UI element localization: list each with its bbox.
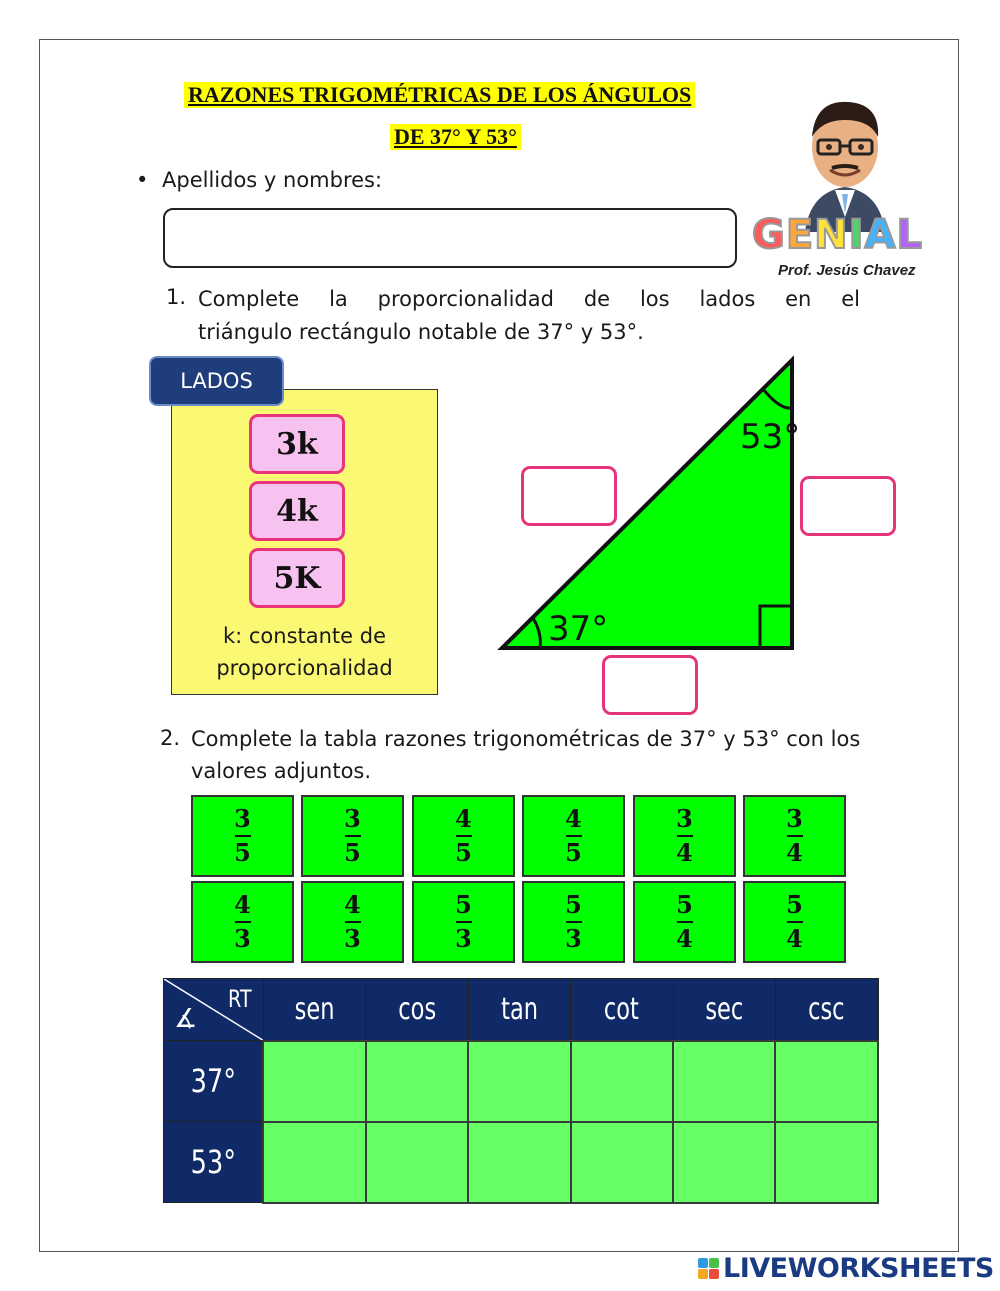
angle-label-53: 53° [740, 417, 801, 457]
column-header-sec: sec [673, 979, 775, 1041]
angle-icon: ∡ [174, 1004, 198, 1034]
answer-cell[interactable] [775, 1122, 878, 1203]
liveworksheets-logo[interactable] [698, 1253, 994, 1284]
logo-letter: N [814, 212, 849, 258]
answer-cell[interactable] [263, 1041, 366, 1122]
column-header-cos: cos [366, 979, 468, 1041]
fraction-tile[interactable]: 3 4 [633, 795, 736, 877]
angle-label-37: 37° [548, 609, 609, 649]
answer-cell[interactable] [571, 1122, 673, 1203]
answer-cell[interactable] [468, 1122, 570, 1203]
name-label: • Apellidos y nombres: [140, 168, 382, 192]
table-row [164, 1122, 879, 1203]
fraction-tile[interactable]: 5 4 [743, 881, 846, 963]
fraction-tile[interactable]: 4 3 [191, 881, 294, 963]
fraction-tile[interactable]: 4 5 [522, 795, 625, 877]
answer-cell[interactable] [263, 1122, 366, 1203]
column-header-csc: csc [775, 979, 878, 1041]
side-chip-5k[interactable]: 5K [249, 548, 345, 608]
name-input[interactable] [163, 208, 737, 268]
fraction-tile[interactable]: 4 3 [301, 881, 404, 963]
logo-letter: E [785, 212, 815, 258]
rt-label: RT [227, 985, 252, 1013]
worksheet-subtitle: DE 37° Y 53° [390, 124, 521, 150]
mark-square [698, 1258, 708, 1268]
question-1-text-line1: Complete la proporcionalidad de los lados en el [198, 287, 860, 311]
answer-cell[interactable] [673, 1041, 775, 1122]
fraction-tile[interactable]: 3 4 [743, 795, 846, 877]
bottom-side-answer-box[interactable] [602, 655, 698, 715]
column-header-sen: sen [263, 979, 366, 1041]
side-chip-4k[interactable]: 4k [249, 481, 345, 541]
sides-tab: LADOS [149, 356, 284, 406]
mark-square [698, 1269, 708, 1279]
author-name: Prof. Jesús Chavez [778, 262, 916, 279]
fraction-tile[interactable]: 4 5 [412, 795, 515, 877]
question-2-number: 2. [160, 726, 181, 750]
liveworksheets-wordmark: LIVEWORKSHEETS [723, 1253, 994, 1284]
fraction-tile[interactable]: 5 3 [522, 881, 625, 963]
row-header-53: 53° [164, 1122, 264, 1203]
question-1-text-line2: triángulo rectángulo notable de 37° y 53°. [198, 320, 644, 344]
answer-cell[interactable] [366, 1041, 468, 1122]
row-header-37: 37° [164, 1041, 264, 1122]
fraction-tile[interactable]: 5 3 [412, 881, 515, 963]
column-header-cot: cot [571, 979, 673, 1041]
constant-note: k: constante de proporcionalidad [216, 624, 393, 680]
table-row [164, 1041, 879, 1122]
logo-letter: L [896, 212, 924, 258]
question-2-text: Complete la tabla razones trigonométricas de 37° y 53° con los valores adjuntos. [191, 727, 861, 783]
answer-cell[interactable] [571, 1041, 673, 1122]
trig-ratios-table [163, 978, 879, 1204]
column-header-tan: tan [468, 979, 570, 1041]
answer-cell[interactable] [468, 1041, 570, 1122]
mark-square [709, 1269, 719, 1279]
answer-cell[interactable] [673, 1122, 775, 1203]
hypotenuse-answer-box[interactable] [521, 466, 617, 526]
logo-letter: A [864, 212, 897, 258]
answer-cell[interactable] [775, 1041, 878, 1122]
fraction-tile[interactable]: 3 5 [191, 795, 294, 877]
answer-cell[interactable] [366, 1122, 468, 1203]
logo-letter: G [752, 212, 786, 258]
logo-letter: I [848, 212, 865, 258]
fraction-tile[interactable]: 5 4 [633, 881, 736, 963]
worksheet-title: RAZONES TRIGOMÉTRICAS DE LOS ÁNGULOS [184, 82, 695, 108]
side-chip-3k[interactable]: 3k [249, 414, 345, 474]
teacher-avatar [790, 92, 900, 232]
fraction-tile[interactable]: 3 5 [301, 795, 404, 877]
mark-square [709, 1258, 719, 1268]
right-side-answer-box[interactable] [800, 476, 896, 536]
liveworksheets-icon [698, 1258, 719, 1279]
genial-logo [752, 212, 923, 258]
question-1-number: 1. [166, 285, 187, 309]
table-corner-header [164, 979, 264, 1041]
